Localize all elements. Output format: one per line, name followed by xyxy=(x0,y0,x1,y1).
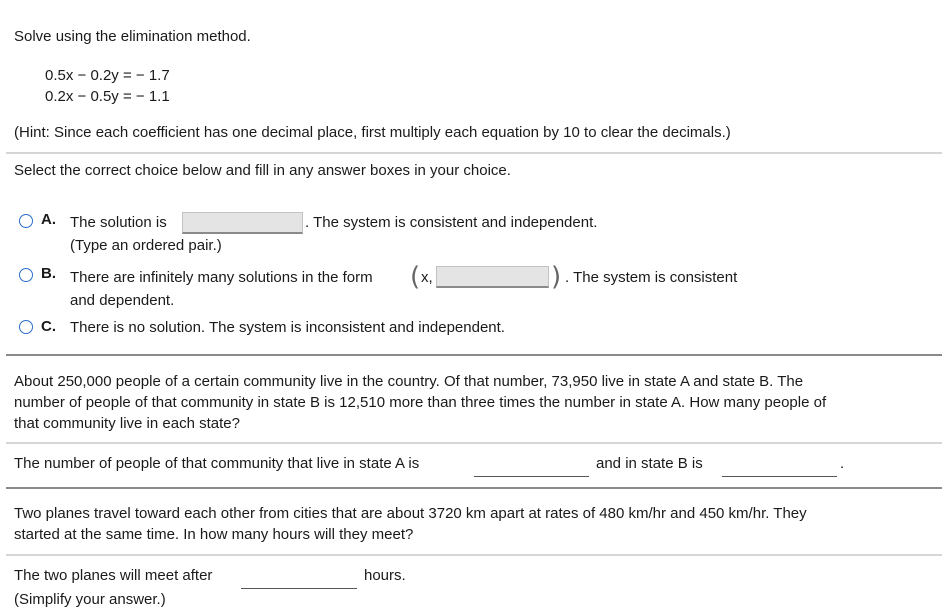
choice-c-text: There is no solution. The system is inconsistent and independent. xyxy=(70,319,505,336)
divider xyxy=(6,442,942,444)
problem2-question-line1: About 250,000 people of a certain community live in the country. Of that number, 73,950 live in state A and state B. The xyxy=(14,373,804,390)
problem3-answer-text: The two planes will meet after xyxy=(14,567,213,584)
choice-b-text-after: . The system is consistent xyxy=(565,269,738,286)
problem3-note: (Simplify your answer.) xyxy=(14,591,166,608)
paren-open: ( xyxy=(410,262,421,292)
state-b-answer-field[interactable] xyxy=(722,458,837,477)
equation-1: 0.5x − 0.2y = − 1.7 xyxy=(45,67,170,84)
hint-text: (Hint: Since each coefficient has one decimal place, first multiply each equation by 10 to clear the decimals.) xyxy=(14,124,731,141)
problem2-answer-end: . xyxy=(840,455,845,472)
problem2-question-line3: that community live in each state? xyxy=(14,415,240,432)
choice-a-text-after: . The system is consistent and independent. xyxy=(305,214,598,231)
problem-divider xyxy=(6,487,942,489)
choice-b-answer-box[interactable] xyxy=(436,266,549,288)
divider xyxy=(6,554,942,556)
choice-c-radio[interactable] xyxy=(19,320,33,334)
choice-a-note: (Type an ordered pair.) xyxy=(70,237,222,254)
choice-b-letter: B. xyxy=(41,265,56,282)
choice-a-answer-box[interactable] xyxy=(182,212,303,234)
choice-b-text: There are infinitely many solutions in the form xyxy=(70,269,373,286)
problem1-instruction: Solve using the elimination method. xyxy=(14,28,251,45)
choice-c-letter: C. xyxy=(41,318,56,335)
hours-answer-field[interactable] xyxy=(241,570,357,589)
choice-a-text: The solution is xyxy=(70,214,167,231)
paren-close: ) xyxy=(551,262,562,292)
equation-2: 0.2x − 0.5y = − 1.1 xyxy=(45,88,170,105)
problem3-question-line2: started at the same time. In how many hours will they meet? xyxy=(14,526,414,543)
problem-divider xyxy=(6,354,942,356)
choice-a-radio[interactable] xyxy=(19,214,33,228)
choice-a-letter: A. xyxy=(41,211,56,228)
state-a-answer-field[interactable] xyxy=(474,458,589,477)
problem2-question-line2: number of people of that community in state B is 12,510 more than three times the number in state A. How many people of xyxy=(14,394,827,411)
problem2-answer-text: The number of people of that community that live in state A is xyxy=(14,455,420,472)
choice-b-radio[interactable] xyxy=(19,268,33,282)
choice-b-text-line2: and dependent. xyxy=(70,292,175,309)
divider xyxy=(6,152,942,154)
problem2-answer-middle: and in state B is xyxy=(596,455,703,472)
form-prefix: x, xyxy=(421,269,433,286)
select-prompt: Select the correct choice below and fill in any answer boxes in your choice. xyxy=(14,162,511,179)
problem3-question-line1: Two planes travel toward each other from cities that are about 3720 km apart at rates of 480 km/hr and 450 km/hr. They xyxy=(14,505,807,522)
problem3-answer-after: hours. xyxy=(364,567,406,584)
